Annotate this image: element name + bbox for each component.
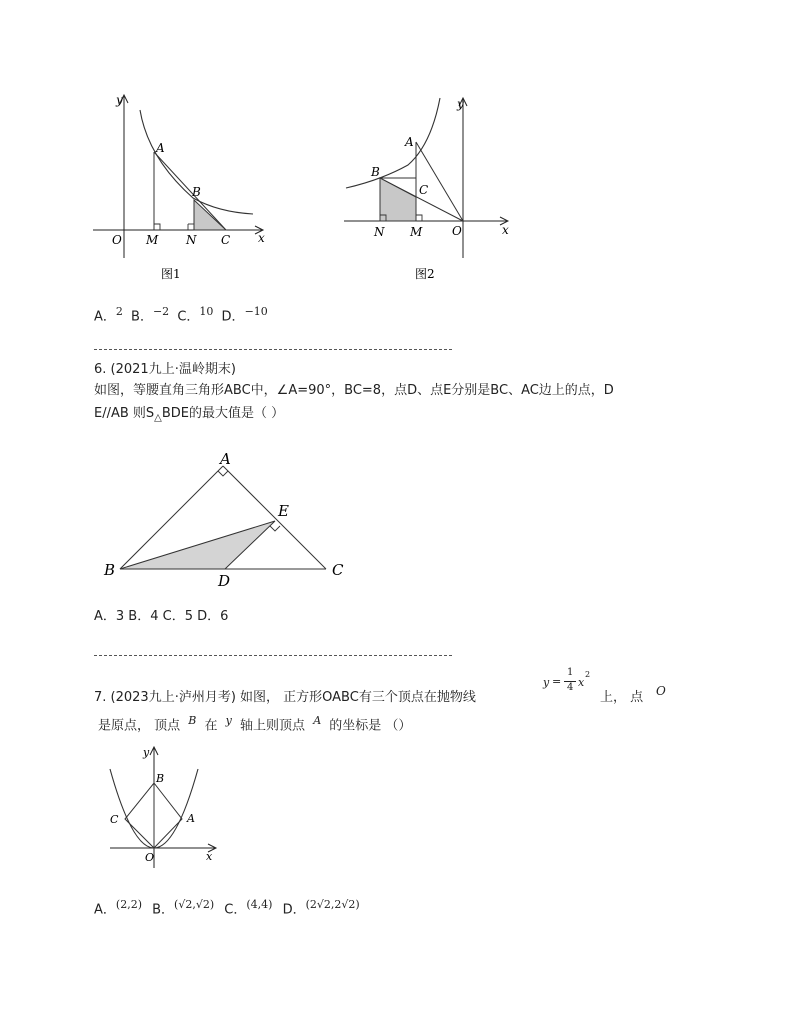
q7-formula-den: 4 [567,682,574,693]
fig2-label-x: x [502,223,509,237]
q7-line2-b: 在 [204,718,218,734]
fig1-label-O: O [112,233,122,247]
q7-point-O: O [656,684,666,698]
q7-line2 [98,712,411,735]
fig1-label-C: C [221,233,231,247]
q7-label-x: x [206,850,213,863]
q7-option-b-letter: B． [152,902,175,918]
q5-option-d-letter: D． [221,309,245,325]
fig1-label-x: x [258,231,265,245]
q6-label-B: B [104,561,116,579]
q7-formula [543,666,599,706]
figure-2 [336,90,526,290]
q7-point-B: B [188,714,197,727]
q6-line2 [94,405,284,428]
q7-option-c-letter: C． [224,902,247,918]
q7-option-a-value: (2,2) [115,898,142,911]
q7-formula-exp: 2 [585,670,591,679]
q6-label-D: D [218,572,231,588]
q5-option-b-letter: B． [131,309,153,325]
q7-formula-eq: = [552,675,562,688]
q7-options [94,896,360,919]
q6-header: 6. (2021九上·温岭期末) [94,362,236,377]
q7-line2-d: 的坐标是 （） [329,718,412,734]
q7-formula-y: y [543,676,550,689]
q6-line2-sub: △ [154,412,162,424]
q7-formula-num: 1 [567,667,574,678]
fig2-label-C: C [419,183,429,197]
fig1-label-y: y [116,93,123,107]
q6-line2-a: E//AB 则S [94,406,155,421]
q7-figure [100,742,230,877]
q5-option-b-value: −2 [152,305,170,318]
fig2-label-N: N [374,225,385,239]
q7-option-d-letter: D． [282,902,306,918]
figure-1 [88,90,278,290]
fig2-label-B: B [371,165,380,179]
q7-option-a-letter: A． [94,902,116,918]
fig1-label-A: A [156,141,165,155]
q5-option-a-letter: A． [94,309,116,325]
q7-label-O: O [145,851,155,864]
q5-options [94,303,268,326]
fig1-label-B: B [192,185,201,199]
q7-label-y: y [143,746,150,759]
fig2-label-M: M [410,225,423,239]
q7-line2-c: 轴上则顶点 [240,718,306,734]
fig2-label-O: O [452,224,462,238]
q7-option-b-value: (√2,√2) [174,898,215,911]
q7-label-B: B [156,772,165,785]
q7-formula-x: x [578,676,585,689]
q5-option-c-value: 10 [199,305,214,318]
q7-header-a: 7. (2023九上·泸州月考) 如图， 正方形OABC有三个顶点在抛物线 [94,690,476,705]
separator-2 [94,655,452,656]
q6-line2-b: BDE的最大值是（ ） [161,406,285,421]
q6-label-E: E [278,502,289,520]
q5-option-a-value: 2 [115,305,123,318]
q7-header-b: 上， 点 [600,690,644,705]
q6-label-A: A [220,450,231,468]
q7-option-d-value: (2√2,2√2) [305,898,360,911]
q5-option-d-value: −10 [244,305,268,318]
q7-line2-a: 是原点， 顶点 [98,718,181,734]
q6-options: A．3 B．4 C．5 D．6 [94,609,229,624]
q7-label-C: C [110,813,119,826]
fig2-caption: 图2 [415,267,435,281]
fig1-caption: 图1 [161,267,181,281]
fig1-label-M: M [146,233,159,247]
q6-line1: 如图，等腰直角三角形ABC中，∠A=90°，BC=8，点D、点E分别是BC、AC边上的点，D [94,383,614,398]
q6-label-C: C [332,561,344,579]
q5-option-c-letter: C． [177,309,200,325]
q7-point-A: A [313,714,322,727]
fig2-label-y: y [457,97,464,111]
q7-option-c-value: (4,4) [246,898,273,911]
fig1-label-N: N [186,233,197,247]
q7-label-A: A [187,812,195,825]
q7-y-axis: y [225,714,232,727]
separator-1 [94,349,452,350]
q6-figure [98,448,358,588]
fig2-label-A: A [405,135,414,149]
